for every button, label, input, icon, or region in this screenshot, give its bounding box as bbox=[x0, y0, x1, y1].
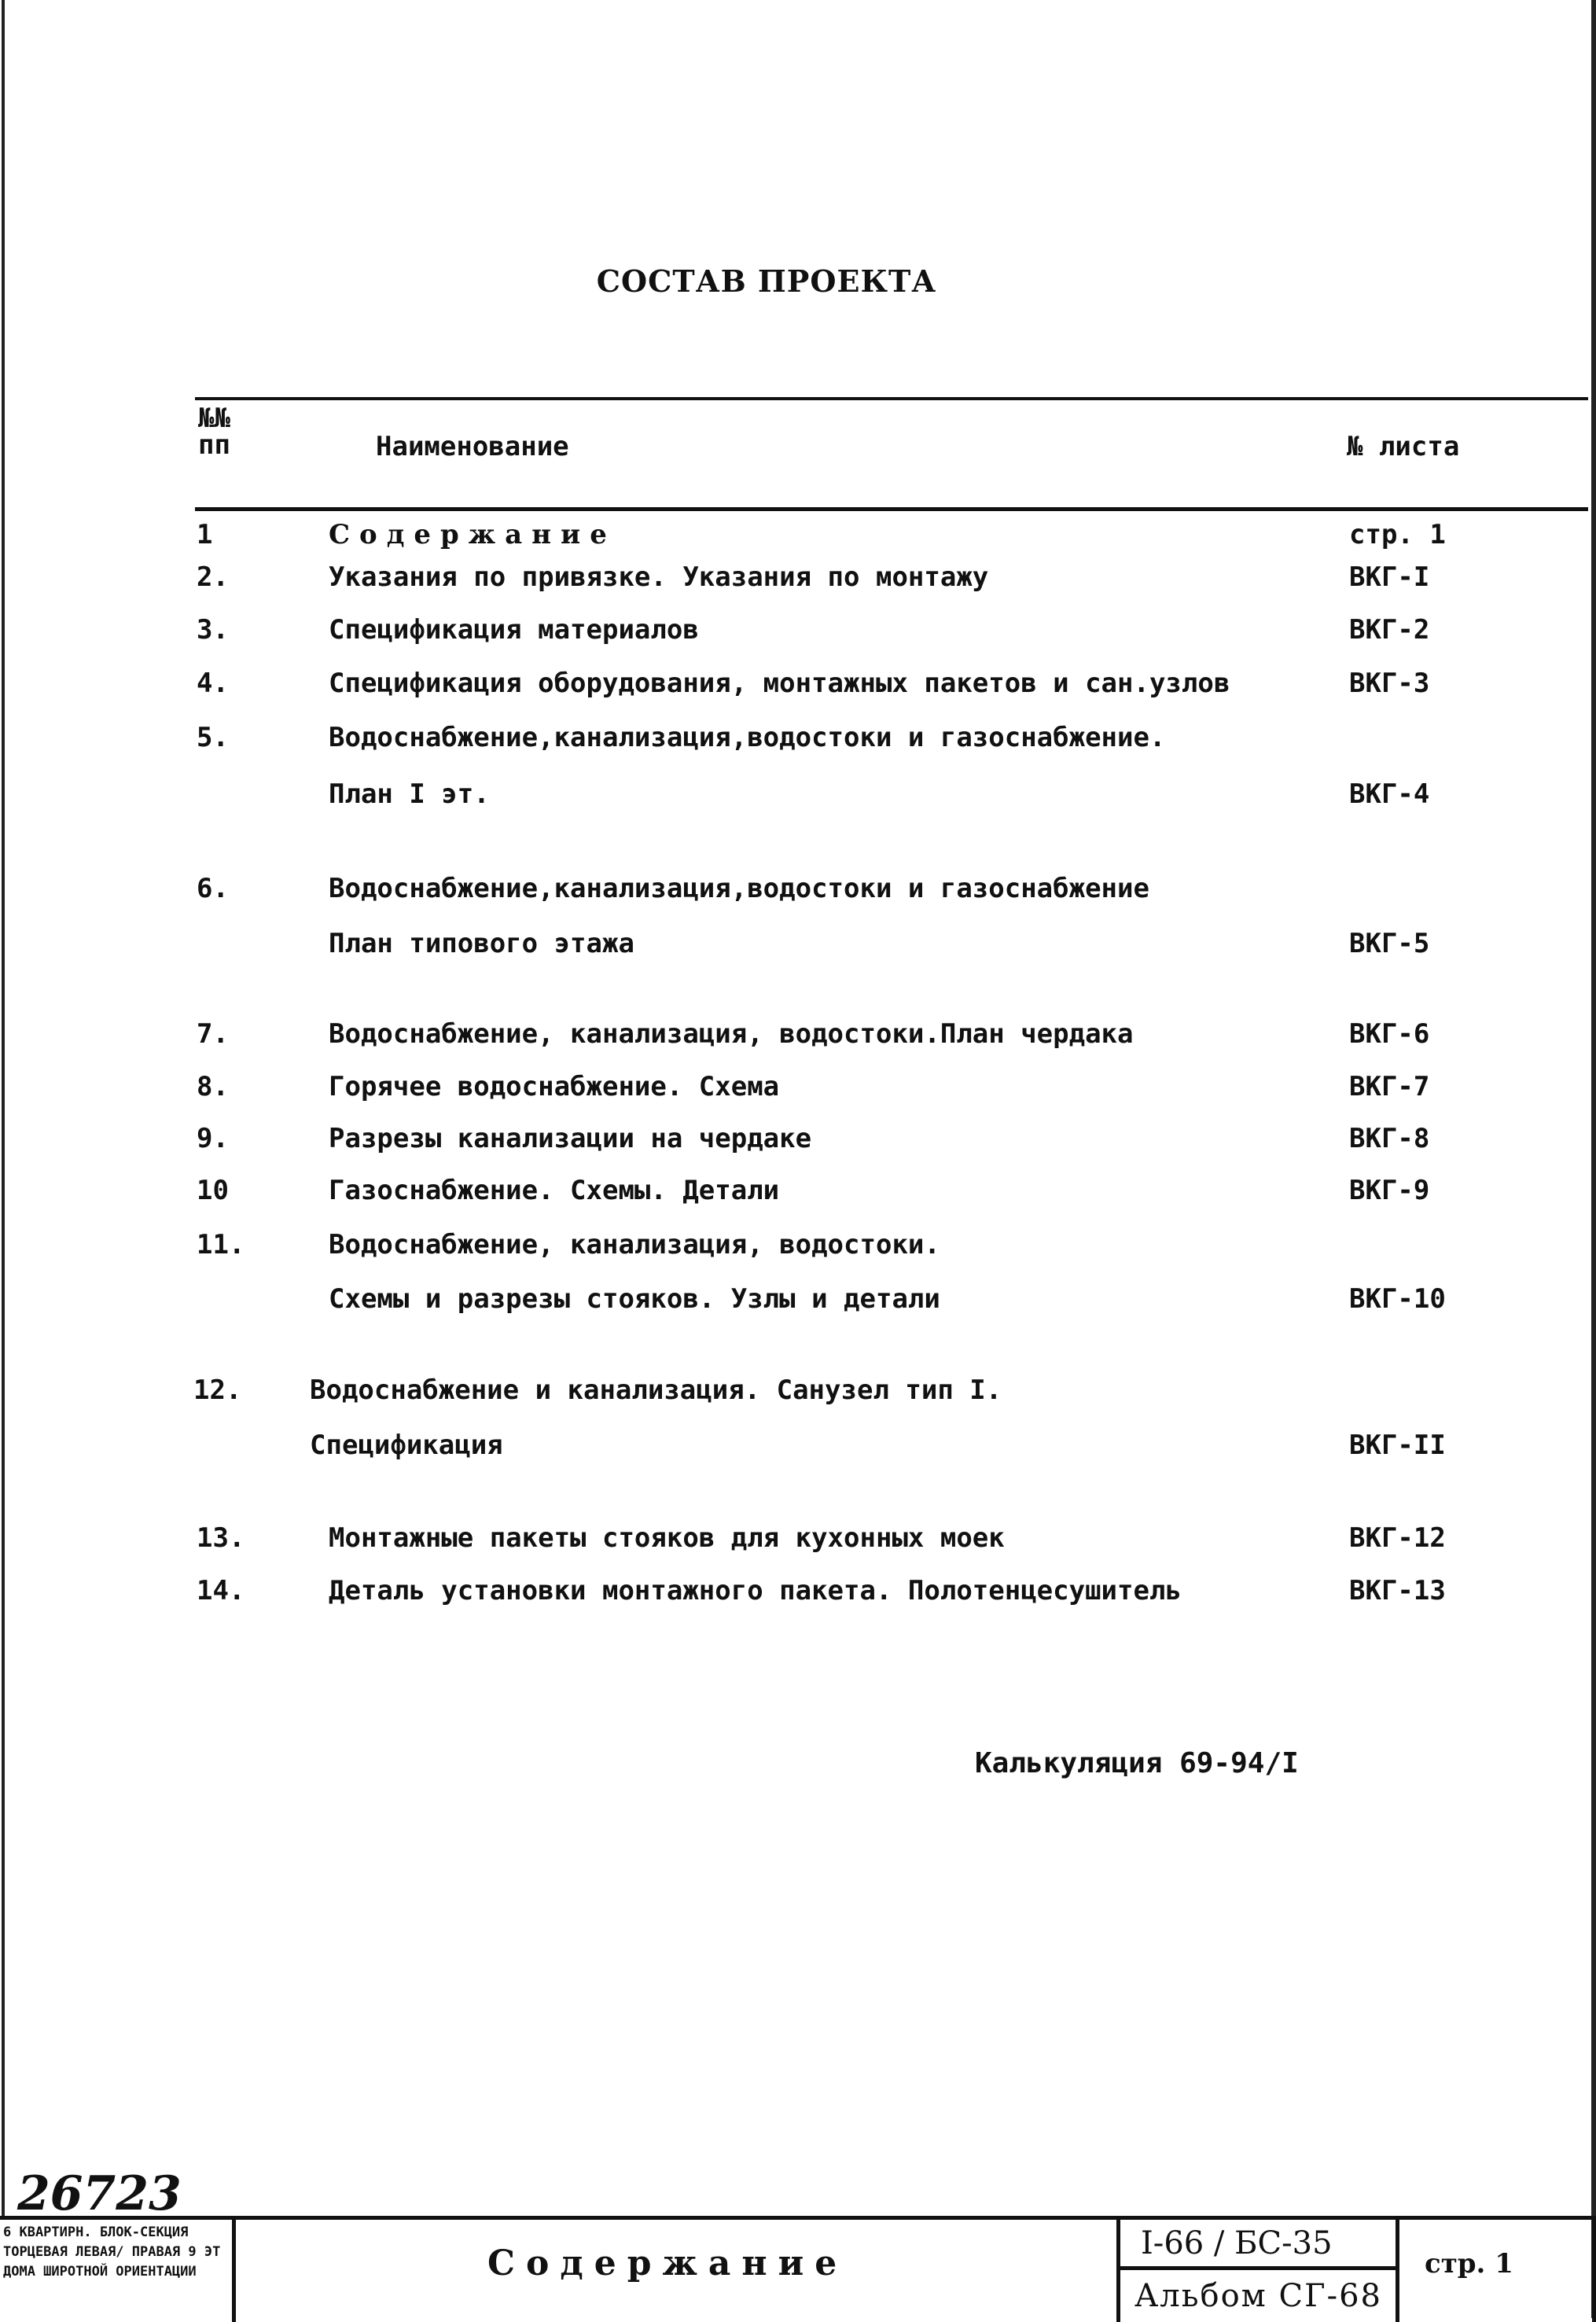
row-sheet: ВКГ-2 bbox=[1349, 614, 1430, 646]
code-cell bbox=[1120, 2220, 1399, 2322]
table-row bbox=[0, 614, 1596, 652]
sheet-border-left bbox=[2, 0, 5, 2217]
table-row bbox=[0, 519, 1596, 557]
row-name: Водоснабжение, канализация, водостоки. bbox=[329, 1229, 940, 1260]
row-name: Содержание bbox=[329, 519, 616, 550]
row-name: План I эт. bbox=[329, 778, 490, 810]
row-sheet: ВКГ-II bbox=[1349, 1430, 1446, 1461]
row-number: 5. bbox=[197, 722, 229, 753]
table-row bbox=[0, 1374, 1596, 1412]
sheet-title-cell bbox=[236, 2220, 1120, 2322]
row-name: Водоснабжение,канализация,водостоки и газоснабжение. bbox=[329, 722, 1166, 753]
row-name: Указания по привязке. Указания по монтажу bbox=[329, 561, 989, 593]
header-number: №№ пп bbox=[198, 403, 230, 461]
inventory-number: 26723 bbox=[17, 2166, 182, 2221]
table-row bbox=[0, 1430, 1596, 1467]
table-row bbox=[0, 1123, 1596, 1161]
row-sheet: ВКГ-6 bbox=[1349, 1018, 1430, 1050]
table-row bbox=[0, 668, 1596, 705]
table-row bbox=[0, 722, 1596, 760]
row-sheet: ВКГ-12 bbox=[1349, 1522, 1446, 1554]
row-sheet: ВКГ-4 bbox=[1349, 778, 1430, 810]
row-sheet: ВКГ-9 bbox=[1349, 1175, 1430, 1206]
row-number: 7. bbox=[197, 1018, 229, 1050]
sheet-title: Содержание bbox=[487, 2243, 848, 2283]
row-name: Водоснабжение, канализация, водостоки.План чердака bbox=[329, 1018, 1134, 1050]
row-name: Спецификация bbox=[310, 1430, 503, 1461]
row-name: Монтажные пакеты стояков для кухонных моек bbox=[329, 1522, 1005, 1554]
row-sheet: ВКГ-I bbox=[1349, 561, 1430, 593]
row-sheet: ВКГ-5 bbox=[1349, 928, 1430, 959]
table-row bbox=[0, 1575, 1596, 1613]
table-row bbox=[0, 561, 1596, 599]
row-number: 2. bbox=[197, 561, 229, 593]
row-number: 13. bbox=[197, 1522, 245, 1554]
row-number: 1 bbox=[197, 519, 213, 550]
document-title: СОСТАВ ПРОЕКТА bbox=[596, 263, 937, 299]
row-name: Водоснабжение,канализация,водостоки и газоснабжение bbox=[329, 873, 1149, 904]
row-number: 12. bbox=[193, 1374, 242, 1406]
row-name: Разрезы канализации на чердаке bbox=[329, 1123, 812, 1154]
series-code: I-66 / БС-35 bbox=[1120, 2220, 1396, 2270]
table-header-rule bbox=[195, 507, 1588, 511]
title-block bbox=[0, 2216, 1596, 2322]
table-row bbox=[0, 778, 1596, 816]
row-name: Газоснабжение. Схемы. Детали bbox=[329, 1175, 780, 1206]
row-name: Водоснабжение и канализация. Санузел тип I. bbox=[310, 1374, 1002, 1406]
table-row bbox=[0, 1522, 1596, 1560]
row-number: 11. bbox=[197, 1229, 245, 1260]
header-sheet: № листа bbox=[1347, 431, 1460, 462]
project-description: 6 КВАРТИРН. БЛОК-СЕКЦИЯ ТОРЦЕВАЯ ЛЕВАЯ/ ПРАВАЯ 9 ЭТ ДОМА ШИРОТНОЙ ОРИЕНТАЦИИ bbox=[0, 2220, 236, 2322]
row-number: 3. bbox=[197, 614, 229, 646]
row-number: 14. bbox=[197, 1575, 245, 1606]
row-name: Горячее водоснабжение. Схема bbox=[329, 1071, 780, 1102]
table-row bbox=[0, 1018, 1596, 1056]
row-name: План типового этажа bbox=[329, 928, 634, 959]
row-name: Спецификация материалов bbox=[329, 614, 699, 646]
album-code: Альбом СГ-68 bbox=[1134, 2278, 1382, 2314]
page-number: стр. 1 bbox=[1425, 2248, 1513, 2280]
row-sheet: ВКГ-8 bbox=[1349, 1123, 1430, 1154]
table-top-rule bbox=[195, 397, 1588, 400]
table-row bbox=[0, 1071, 1596, 1109]
row-number: 9. bbox=[197, 1123, 229, 1154]
row-number: 6. bbox=[197, 873, 229, 904]
table-row bbox=[0, 1175, 1596, 1213]
table-row bbox=[0, 1229, 1596, 1267]
row-number: 4. bbox=[197, 668, 229, 699]
row-name: Схемы и разрезы стояков. Узлы и детали bbox=[329, 1283, 940, 1315]
row-sheet: ВКГ-10 bbox=[1349, 1283, 1446, 1315]
row-name: Спецификация оборудования, монтажных пакетов и сан.узлов bbox=[329, 668, 1230, 699]
row-number: 8. bbox=[197, 1071, 229, 1102]
calculation-reference: Калькуляция 69-94/I bbox=[975, 1747, 1299, 1779]
row-sheet: ВКГ-13 bbox=[1349, 1575, 1446, 1606]
row-sheet: ВКГ-7 bbox=[1349, 1071, 1430, 1102]
row-number: 10 bbox=[197, 1175, 229, 1206]
table-row bbox=[0, 1283, 1596, 1321]
page-cell bbox=[1399, 2220, 1596, 2322]
table-row bbox=[0, 928, 1596, 966]
table-row bbox=[0, 873, 1596, 911]
row-name: Деталь установки монтажного пакета. Полотенцесушитель bbox=[329, 1575, 1182, 1606]
row-sheet: стр. 1 bbox=[1349, 519, 1446, 550]
header-name: Наименование bbox=[376, 431, 569, 462]
row-sheet: ВКГ-3 bbox=[1349, 668, 1430, 699]
